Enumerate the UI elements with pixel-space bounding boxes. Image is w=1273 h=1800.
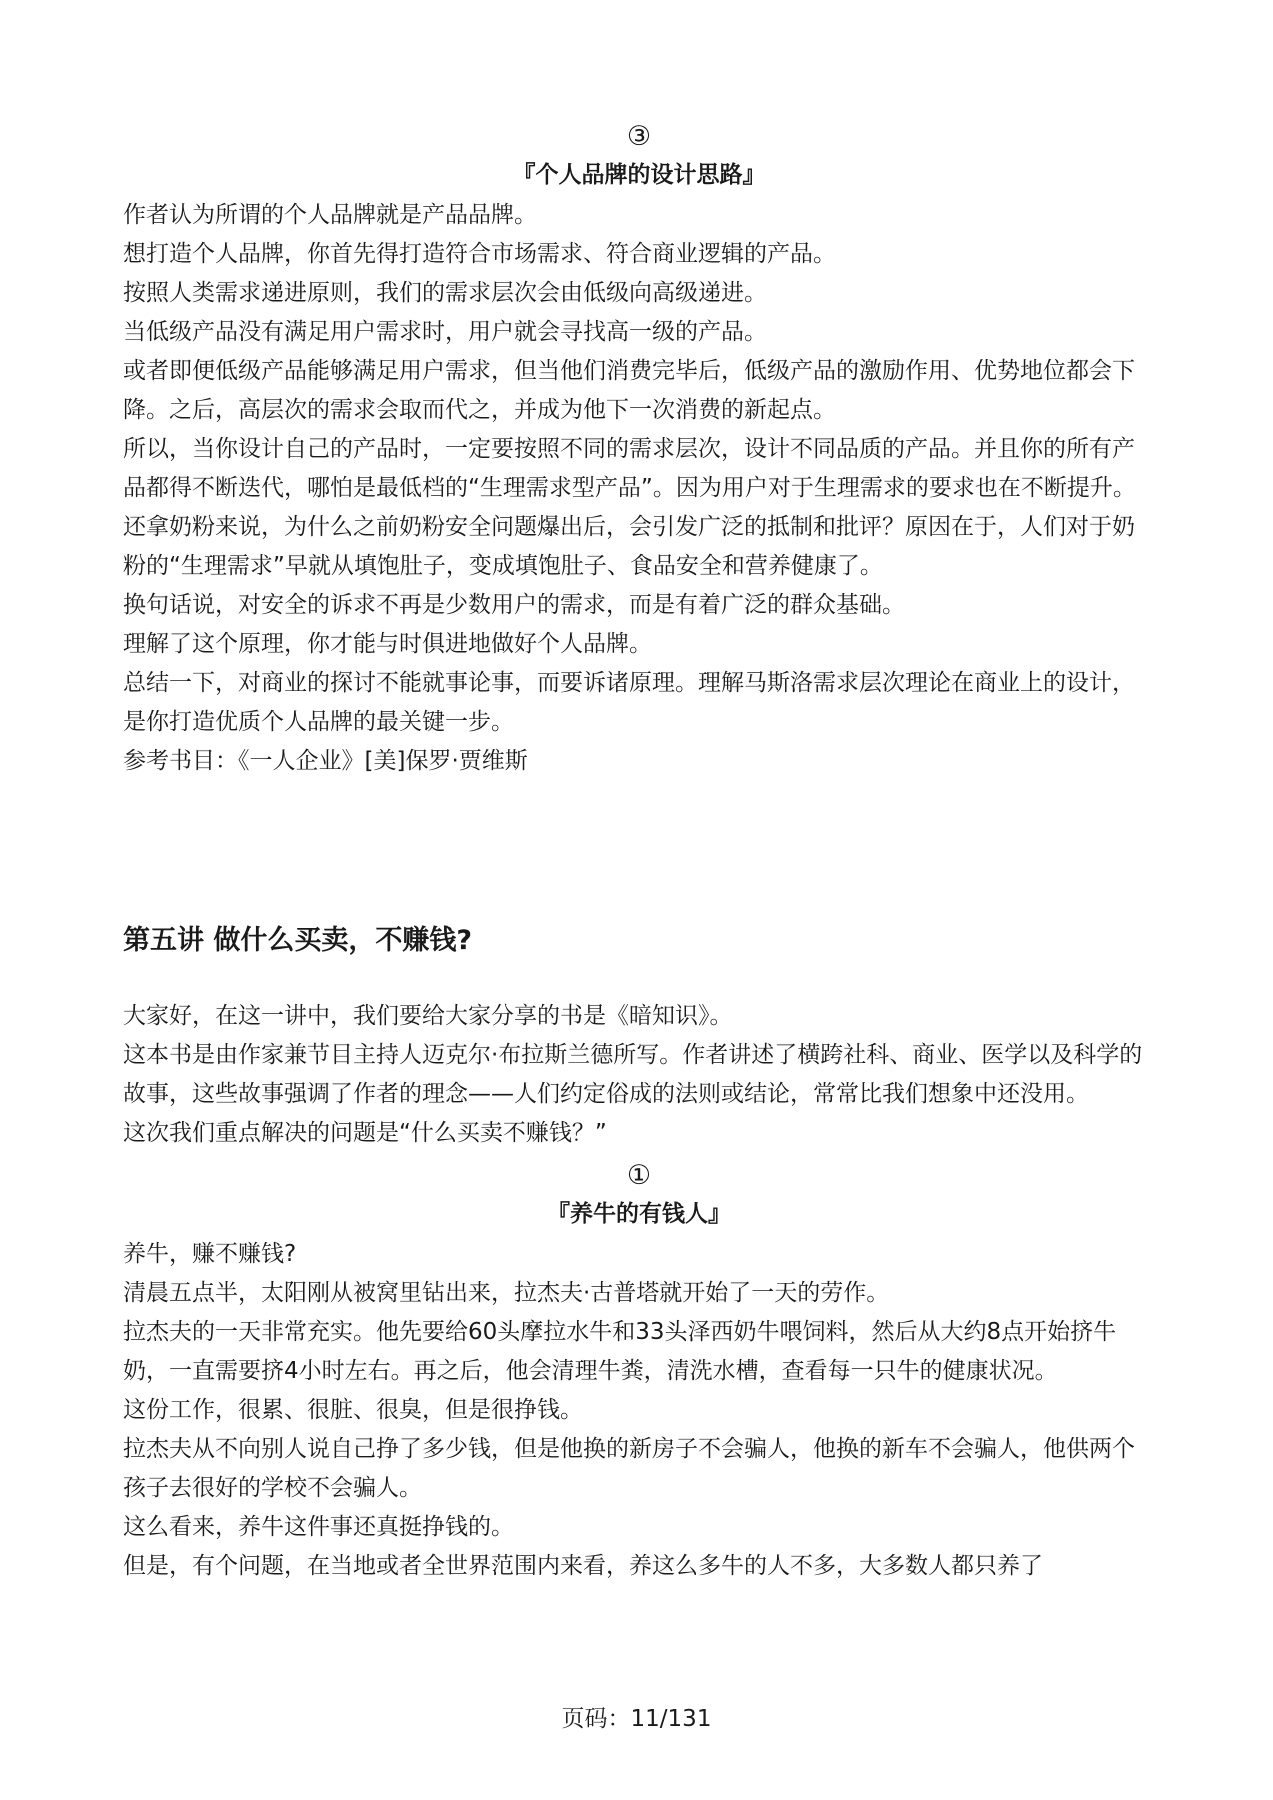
paragraph: 拉杰夫从不向别人说自己挣了多少钱，但是他换的新房子不会骗人，他换的新车不会骗人，他供两个孩子去很好的学校不会骗人。 bbox=[123, 1436, 1135, 1501]
paragraph: 理解了这个原理，你才能与时俱进地做好个人品牌。 bbox=[123, 631, 652, 657]
paragraph: 清晨五点半，太阳刚从被窝里钻出来，拉杰夫·古普塔就开始了一天的劳作。 bbox=[123, 1280, 890, 1306]
paragraph: 这次我们重点解决的问题是“什么买卖不赚钱？” bbox=[123, 1120, 607, 1146]
section-heading: 『养牛的有钱人』 bbox=[547, 1201, 731, 1227]
paragraph: 这份工作，很累、很脏、很臭，但是很挣钱。 bbox=[123, 1397, 583, 1423]
paragraph: 拉杰夫的一天非常充实。他先要给60头摩拉水牛和33头泽西奶牛喂饲料，然后从大约8点开始挤牛奶，一直需要挤4小时左右。再之后，他会清理牛粪，清洗水槽，查看每一只牛的健康状况。 bbox=[123, 1319, 1117, 1384]
paragraph: 这本书是由作家兼节目主持人迈克尔·布拉斯兰德所写。作者讲述了横跨社科、商业、医学以及科学的故事，这些故事强调了作者的理念——人们约定俗成的法则或结论，常常比我们想象中还没用。 bbox=[123, 1042, 1143, 1107]
paragraph: 养牛，赚不赚钱? bbox=[123, 1241, 297, 1267]
reference-line: 参考书目：《一人企业》[美]保罗·贾维斯 bbox=[123, 748, 528, 774]
page-content bbox=[123, 118, 1155, 1586]
paragraph: 总结一下，对商业的探讨不能就事论事，而要诉诸原理。理解马斯洛需求层次理论在商业上的设计，是你打造优质个人品牌的最关键一步。 bbox=[123, 670, 1135, 735]
section-heading: 『个人品牌的设计思路』 bbox=[512, 162, 766, 188]
paragraph: 大家好，在这一讲中，我们要给大家分享的书是《暗知识》。 bbox=[123, 1003, 733, 1029]
paragraph: 还拿奶粉来说，为什么之前奶粉安全问题爆出后，会引发广泛的抵制和批评？原因在于，人们对于奶粉的“生理需求”早就从填饱肚子，变成填饱肚子、食品安全和营养健康了。 bbox=[123, 514, 1135, 579]
chapter-intro bbox=[123, 997, 1155, 1153]
page-number: 页码：11/131 bbox=[561, 1706, 712, 1732]
paragraph: 或者即便低级产品能够满足用户需求，但当他们消费完毕后，低级产品的激励作用、优势地位都会下降。之后，高层次的需求会取而代之，并成为他下一次消费的新起点。 bbox=[123, 358, 1135, 423]
section-personal-brand bbox=[123, 118, 1155, 781]
paragraph: 这么看来，养牛这件事还真挺挣钱的。 bbox=[123, 1514, 514, 1540]
paragraph: 按照人类需求递进原则，我们的需求层次会由低级向高级递进。 bbox=[123, 280, 767, 306]
paragraph: 换句话说，对安全的诉求不再是少数用户的需求，而是有着广泛的群众基础。 bbox=[123, 592, 905, 618]
section-number: ③ bbox=[626, 121, 652, 152]
paragraph: 当低级产品没有满足用户需求时，用户就会寻找高一级的产品。 bbox=[123, 319, 767, 345]
section-cattle bbox=[123, 1157, 1155, 1586]
chapter-title: 第五讲 做什么买卖，不赚钱? bbox=[123, 925, 473, 956]
paragraph: 想打造个人品牌，你首先得打造符合市场需求、符合商业逻辑的产品。 bbox=[123, 241, 836, 267]
paragraph: 所以，当你设计自己的产品时，一定要按照不同的需求层次，设计不同品质的产品。并且你的所有产品都得不断迭代，哪怕是最低档的“生理需求型产品”。因为用户对于生理需求的要求也在不断提升。 bbox=[123, 436, 1136, 501]
paragraph: 但是，有个问题，在当地或者全世界范围内来看，养这么多牛的人不多，大多数人都只养了 bbox=[123, 1553, 1043, 1579]
paragraph: 作者认为所谓的个人品牌就是产品品牌。 bbox=[123, 202, 537, 228]
section-number: ① bbox=[626, 1160, 652, 1191]
